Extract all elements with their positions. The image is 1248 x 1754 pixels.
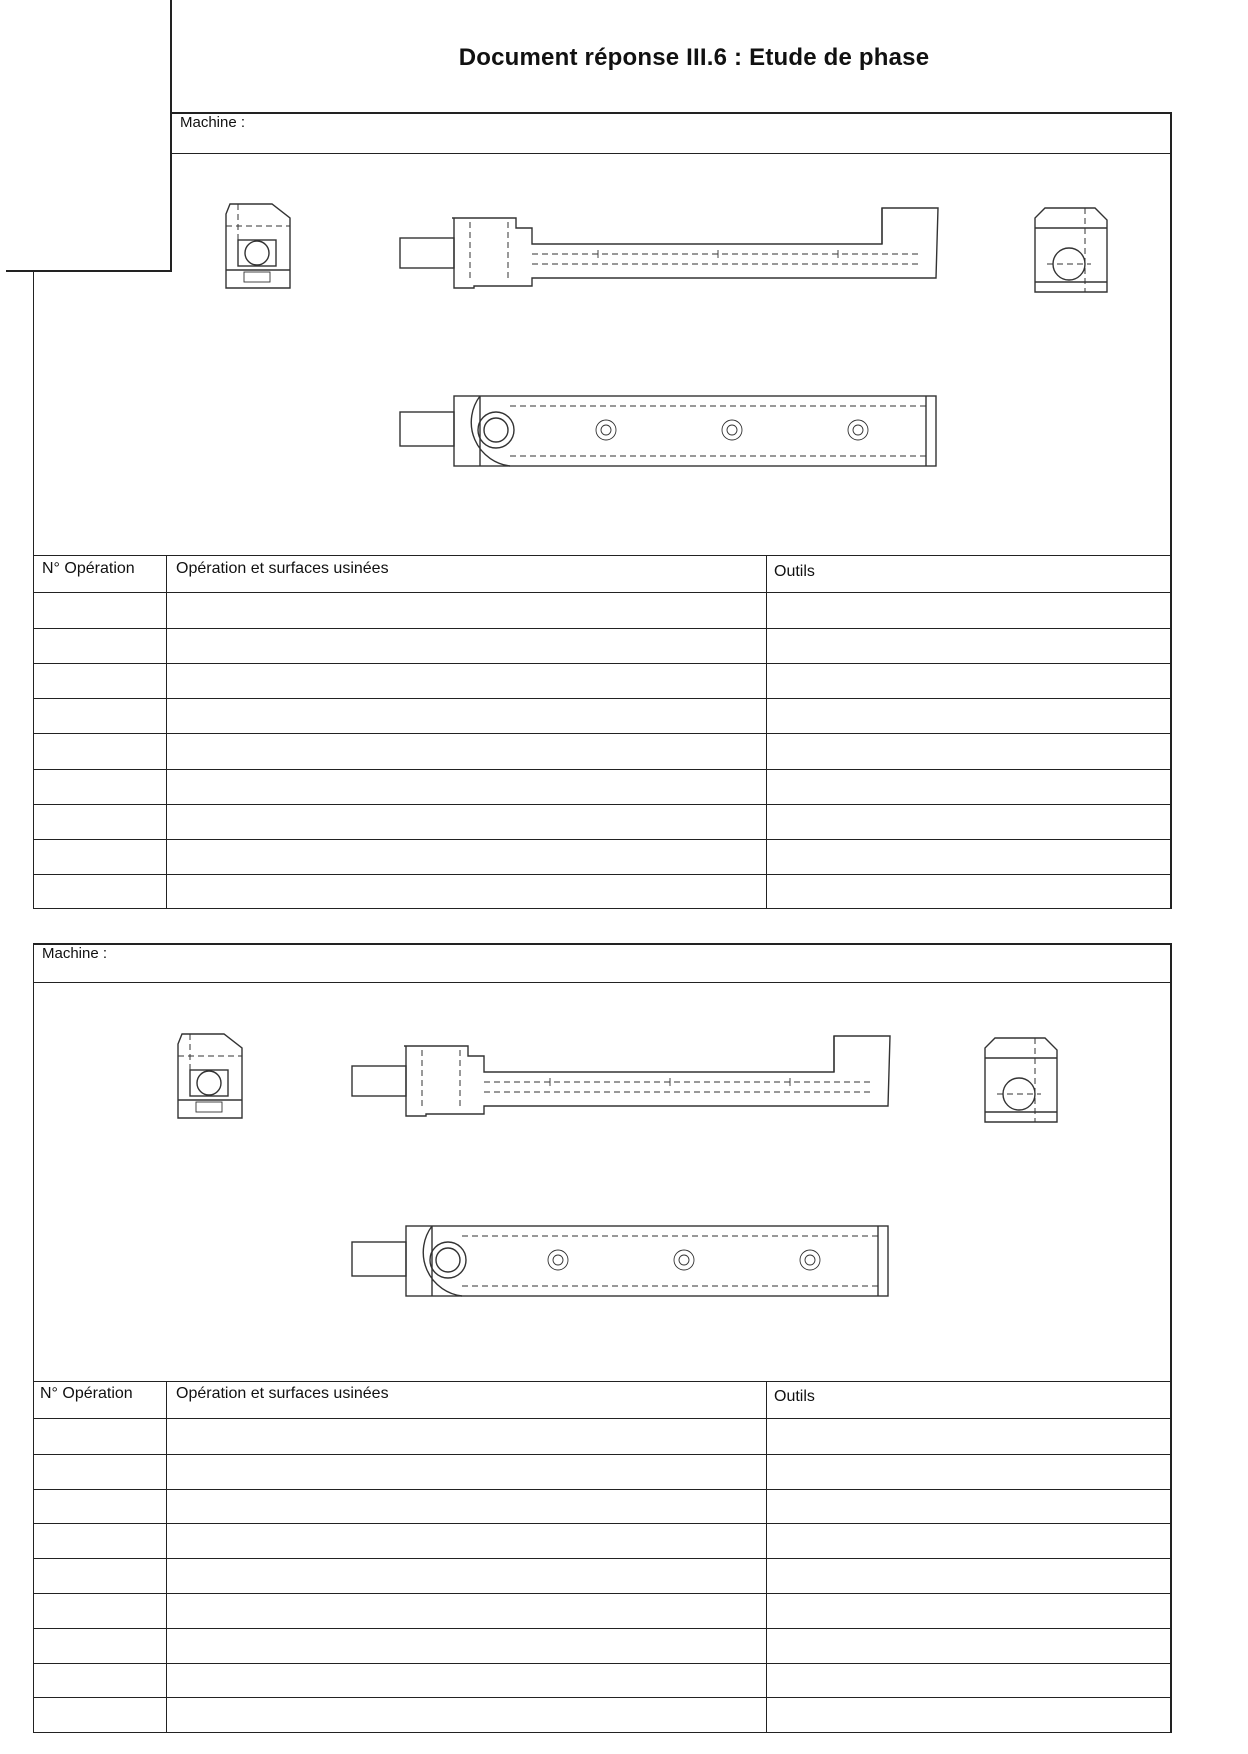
table-cell[interactable] — [39, 1703, 160, 1728]
side-view-left-icon — [172, 1030, 252, 1122]
page-title: Document réponse III.6 : Etude de phase — [458, 44, 930, 71]
phase-1-col-header-surfaces: Opération et surfaces usinées — [176, 560, 389, 577]
table-cell[interactable] — [39, 1634, 160, 1659]
table-cell[interactable] — [773, 1669, 1164, 1694]
table-cell[interactable] — [173, 1634, 760, 1659]
table-cell[interactable] — [773, 599, 1164, 624]
table-row-divider — [33, 1663, 1171, 1664]
phase-2-col-header-surfaces: Opération et surfaces usinées — [176, 1385, 389, 1402]
table-cell[interactable] — [773, 1703, 1164, 1728]
table-row-divider — [33, 1697, 1171, 1698]
phase-1-col-divider-2 — [766, 555, 767, 909]
table-cell[interactable] — [173, 1669, 760, 1694]
phase-1-col-header-operation: N° Opération — [42, 560, 135, 577]
phase-1-table-top — [33, 555, 1171, 556]
table-cell[interactable] — [173, 775, 760, 800]
table-cell[interactable] — [173, 599, 760, 624]
table-cell[interactable] — [173, 704, 760, 729]
table-cell[interactable] — [173, 634, 760, 659]
table-row-divider — [33, 874, 1171, 875]
side-view-right-icon — [1035, 206, 1107, 296]
table-cell[interactable] — [39, 599, 160, 624]
table-cell[interactable] — [773, 1495, 1164, 1520]
table-cell[interactable] — [773, 775, 1164, 800]
side-view-right-icon — [985, 1036, 1057, 1126]
phase-2-machine-divider — [33, 982, 1171, 983]
table-cell[interactable] — [173, 1564, 760, 1589]
phase-1-col-header-tools: Outils — [774, 563, 815, 580]
table-cell[interactable] — [39, 1495, 160, 1520]
front-view-icon — [350, 1034, 890, 1122]
table-cell[interactable] — [173, 845, 760, 870]
table-row-divider — [33, 1558, 1171, 1559]
phase-2-col-header-tools: Outils — [774, 1388, 815, 1405]
table-row-divider — [33, 628, 1171, 629]
table-cell[interactable] — [773, 1564, 1164, 1589]
phase-1-col-divider-1 — [166, 555, 167, 909]
table-cell[interactable] — [773, 1634, 1164, 1659]
table-row-divider — [33, 733, 1171, 734]
table-cell[interactable] — [39, 845, 160, 870]
phase-2-machine-field[interactable] — [130, 944, 1165, 982]
table-cell[interactable] — [39, 634, 160, 659]
phase-2-machine-label: Machine : — [42, 945, 108, 962]
table-cell[interactable] — [773, 1460, 1164, 1485]
table-row-divider — [33, 804, 1171, 805]
table-cell[interactable] — [173, 880, 760, 905]
table-cell[interactable] — [173, 1460, 760, 1485]
table-cell[interactable] — [39, 739, 160, 764]
table-cell[interactable] — [39, 1564, 160, 1589]
phase-1-table-header-bottom — [33, 592, 1171, 593]
table-cell[interactable] — [39, 810, 160, 835]
table-cell[interactable] — [773, 634, 1164, 659]
table-row-divider — [33, 839, 1171, 840]
phase-2-col-header-operation: N° Opération — [40, 1385, 133, 1402]
table-cell[interactable] — [39, 880, 160, 905]
table-row-divider — [33, 698, 1171, 699]
table-cell[interactable] — [39, 669, 160, 694]
table-row-divider — [33, 1523, 1171, 1524]
phase-1-machine-field[interactable] — [270, 112, 1165, 152]
table-row-divider — [33, 1628, 1171, 1629]
table-cell[interactable] — [773, 845, 1164, 870]
table-cell[interactable] — [39, 1425, 160, 1450]
top-view-icon — [350, 1222, 890, 1300]
front-view-icon — [398, 206, 938, 294]
table-row-divider — [33, 663, 1171, 664]
side-view-left-icon — [220, 200, 300, 292]
table-cell[interactable] — [173, 1599, 760, 1624]
table-cell[interactable] — [773, 810, 1164, 835]
table-cell[interactable] — [773, 739, 1164, 764]
table-row-divider — [33, 1593, 1171, 1594]
table-cell[interactable] — [39, 775, 160, 800]
table-cell[interactable] — [173, 1703, 760, 1728]
phase-1-machine-divider — [172, 153, 1172, 154]
table-cell[interactable] — [39, 1669, 160, 1694]
corner-frame-horizontal — [6, 270, 172, 272]
table-row-divider — [33, 1489, 1171, 1490]
table-cell[interactable] — [173, 810, 760, 835]
phase-1-machine-label: Machine : — [180, 114, 246, 131]
corner-frame-vertical — [170, 0, 172, 272]
phase-2-table-header-bottom — [33, 1418, 1171, 1419]
table-cell[interactable] — [173, 669, 760, 694]
phase-2-table-top — [33, 1381, 1171, 1382]
phase-2-left-border — [33, 943, 34, 1733]
phase-1-table-bottom — [33, 908, 1171, 909]
table-cell[interactable] — [773, 1599, 1164, 1624]
phase-2-col-divider-1 — [166, 1381, 167, 1733]
phase-2-table-bottom — [33, 1732, 1171, 1733]
table-cell[interactable] — [773, 669, 1164, 694]
phase-2-col-divider-2 — [766, 1381, 767, 1733]
table-row-divider — [33, 1454, 1171, 1455]
table-cell[interactable] — [173, 739, 760, 764]
table-cell[interactable] — [173, 1425, 760, 1450]
table-cell[interactable] — [39, 1529, 160, 1554]
table-cell[interactable] — [39, 1460, 160, 1485]
table-cell[interactable] — [773, 1425, 1164, 1450]
phase-1-right-border — [1170, 112, 1172, 909]
table-cell[interactable] — [173, 1529, 760, 1554]
table-row-divider — [33, 769, 1171, 770]
table-cell[interactable] — [39, 704, 160, 729]
table-cell[interactable] — [39, 1599, 160, 1624]
table-cell[interactable] — [773, 880, 1164, 905]
phase-2-right-border — [1170, 943, 1172, 1733]
table-cell[interactable] — [173, 1495, 760, 1520]
table-cell[interactable] — [773, 1529, 1164, 1554]
table-cell[interactable] — [773, 704, 1164, 729]
phase-1-left-border — [33, 272, 34, 909]
top-view-icon — [398, 392, 938, 470]
